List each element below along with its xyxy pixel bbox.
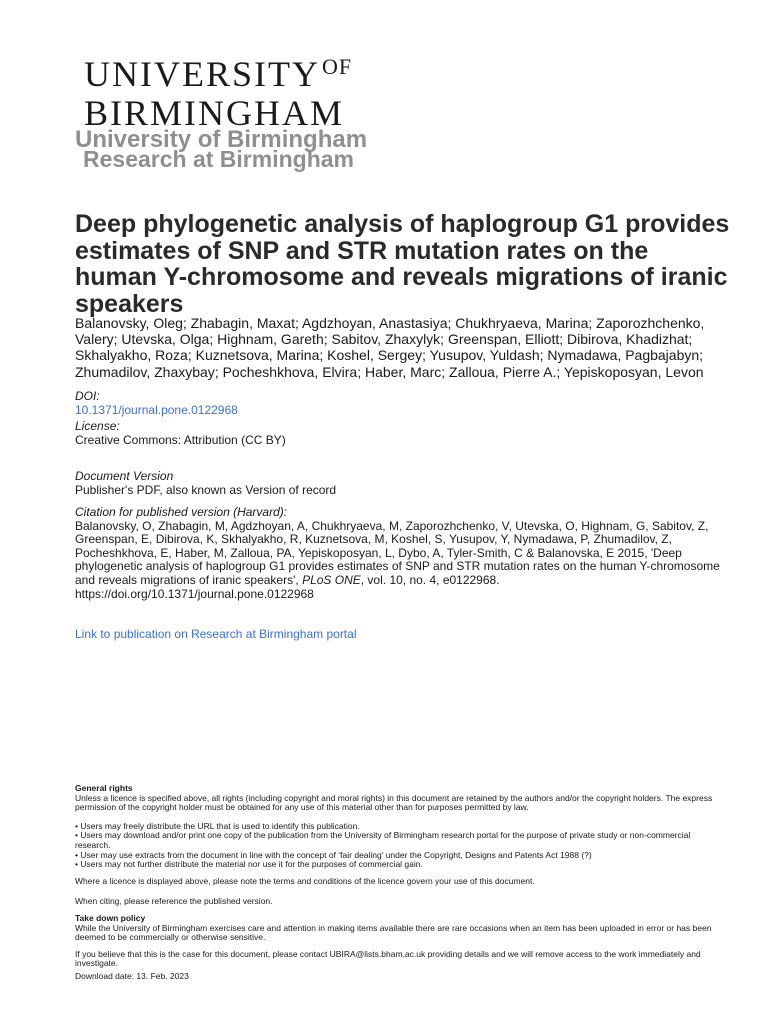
- take-down-text: While the University of Birmingham exercises care and attention in making items available there are rare occasions when an item has been uploaded in error or has been deemed to be commercially or otherwise sensitive.: [75, 922, 712, 943]
- citation-text-after: , vol. 10, no. 4, e0122968. https://doi.org/10.1371/journal.pone.0122968: [75, 572, 500, 601]
- doi-label: DOI:: [75, 389, 100, 403]
- doi-link[interactable]: 10.1371/journal.pone.0122968: [75, 402, 238, 417]
- citation-journal: PLoS ONE: [302, 572, 361, 587]
- logo-line-university: [84, 48, 352, 93]
- paper-title: Deep phylogenetic analysis of haplogroup G1 provides estimates of SNP and STR mutation rates on the human Y-chromosome and reveals migrations of iranic speakers: [75, 210, 730, 318]
- licence-note: Where a licence is displayed above, please note the terms and conditions of the licence govern your use of this document.: [75, 875, 535, 886]
- document-version-label: Document Version: [75, 469, 174, 483]
- rights-bullet: • Users may download and/or print one copy of the publication from the University of Birmingham research portal for the purpose of private study or non-commercial research.: [75, 830, 691, 850]
- author-list: Balanovsky, Oleg; Zhabagin, Maxat; Agdzhoyan, Anastasiya; Chukhryaeva, Marina; Zaporozhchenko, Valery; Utevska, Olga; Highnam, Gareth; Sabitov, Zhaxylyk; Greenspan, Elliott; Dibirova, Khadizhat; Skhalyakho, Roza; Kuznetsova, Marina; Koshel, Sergey; Yusupov, Yuldash; Nymadawa, Pagbajabyn; Zhumadilov, Zhaxybay; Pocheshkhova, Elvira; Haber, Marc; Zalloua, Pierre A.; Yepiskoposyan, Levon: [75, 315, 705, 380]
- download-date: Download date: 13. Feb. 2023: [75, 970, 189, 981]
- doi-section: [75, 390, 725, 417]
- document-version-section: [75, 470, 725, 497]
- citation-label: Citation for published version (Harvard):: [75, 505, 288, 519]
- repository-header: [75, 126, 475, 170]
- citation-text: [75, 520, 725, 602]
- citation-section: [75, 506, 725, 601]
- take-down-contact: If you believe that this is the case for this document, please contact UBIRA@lists.bham.ac.uk providing details and we will remove access to the work immediately and investigate.: [75, 948, 701, 969]
- portal-link[interactable]: Link to publication on Research at Birmingham portal: [75, 627, 357, 641]
- take-down-heading: Take down policy: [75, 912, 146, 923]
- license-label: License:: [75, 419, 120, 433]
- citation-text-before: Balanovsky, O, Zhabagin, M, Agdzhoyan, A, Chukhryaeva, M, Zaporozhchenko, V, Utevska, O, Highnam, G, Sabitov, Z, Greenspan, E, Dibirova, K, Skhalyakho, R, Kuznetsova, M, Koshel, S, Yusupov, Y, Nymadawa, P, Zhumadilov, Z, Pocheshkhova, E, Haber, M, Zalloua, PA, Yepiskoposyan, L, Dybo, A, Tyler-Smith, C & Balanovska, E 2015, 'Deep phylogenetic analysis of haplogroup G1 provides estimates of SNP and STR mutation rates on the human Y-chromosome and reveals migrations of iranic speakers',: [75, 518, 720, 587]
- logo-line-birmingham: BIRMINGHAM: [84, 93, 345, 133]
- citing-note: When citing, please reference the published version.: [75, 896, 273, 907]
- rights-bullet: • User may use extracts from the document in line with the concept of ‘fair dealing’ under the Copyright, Designs and Patents Act 1988 (?): [75, 849, 592, 860]
- logo-university-text: UNIVERSITY: [84, 54, 320, 94]
- rights-section: [75, 784, 715, 982]
- university-logo: [84, 48, 352, 133]
- license-section: [75, 420, 725, 447]
- repository-subtitle: Research at Birmingham: [83, 146, 354, 172]
- document-version-value: Publisher's PDF, also known as Version of record: [75, 482, 337, 497]
- repository-name: University of Birmingham: [75, 126, 368, 153]
- rights-bullet: • Users may not further distribute the material nor use it for the purposes of commercial gain.: [75, 859, 423, 870]
- general-rights-intro: Unless a licence is specified above, all rights (including copyright and moral rights) in this document are retained by the authors and/or the copyright holders. The express permission of the copyright holder must be obtained for any use of this material other than for purposes permitted by law.: [75, 792, 713, 813]
- logo-of-text: OF: [321, 54, 353, 79]
- general-rights-heading: General rights: [75, 783, 133, 793]
- rights-bullet: • Users may freely distribute the URL that is used to identify this publication.: [75, 820, 360, 831]
- license-value: Creative Commons: Attribution (CC BY): [75, 432, 286, 447]
